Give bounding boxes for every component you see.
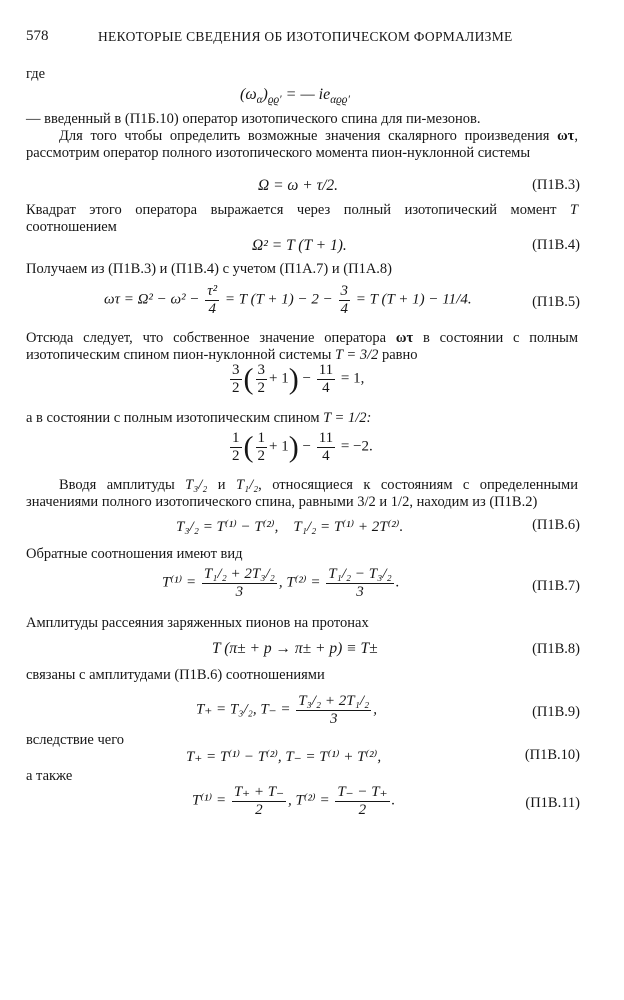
equation-label-5: (П1В.5) — [532, 294, 580, 310]
equation-t-plus-minus: T₊ = T⁽¹⁾ − T⁽²⁾, T₋ = T⁽¹⁾ + T⁽²⁾, — [186, 749, 382, 765]
paragraph-scalar-product: Для того чтобы определить возможные значения скалярного произведения ωτ, рассмотрим оператор полного изотопического момента пион-нуклонной системы — [26, 128, 578, 161]
equation-eigen-1-2: $\frac{1}{2}$ ( $\frac{1}{2}$ + 1) − $\frac{11}{4}$ = −2. — [232, 430, 373, 464]
equation-omega-total: Ω = ω + τ/2. — [258, 177, 339, 194]
equation-label-11: (П1В.11) — [525, 795, 580, 811]
where-label: где — [26, 66, 46, 82]
equation-charged-amplitudes: T₊ = T₃/₂, T₋ = $\frac{\text{T₃/₂ + 2T₁/₂}}{3}$ , — [196, 693, 377, 727]
equation-label-7: (П1В.7) — [532, 578, 580, 594]
paragraph-amplitudes: Вводя амплитуды T₃/₂ и T₁/₂, относящиеся к состояниям с определенными значениями полного изотопического спина, равными 3/2 и 1/2, находим из (П1В.2) — [26, 477, 578, 510]
equation-omega-tau: ωτ = Ω² − ω² − $\frac{\text{τ²}}{4}$ = T (T + 1) − 2 − $\frac{3}{4}$ = T (T + 1) − 11/4. — [104, 283, 472, 317]
equation-label-3: (П1В.3) — [532, 177, 580, 193]
equation-label-9: (П1В.9) — [532, 704, 580, 720]
paragraph-eigenvalue: Отсюда следует, что собственное значение оператора ωτ в состоянии с полным изотопическим спином пион-нуклонной системы T = 3/2 равно — [26, 330, 579, 363]
equation-label-8: (П1В.8) — [532, 641, 580, 657]
equation-inverse-relations: T⁽¹⁾ = $\frac{\text{T₁/₂ + 2T₃/₂}}{3}$ , T⁽²⁾ = $\frac{\text{T₁/₂ − T₃/₂}}{3}$ . — [162, 566, 400, 600]
paragraph-obtain: Получаем из (П1В.3) и (П1В.4) с учетом (П1А.7) и (П1А.8) — [26, 261, 392, 277]
paragraph-related: связаны с амплитудами (П1В.6) соотношениями — [26, 667, 325, 683]
paragraph-pion-isospin: — введенный в (П1Б.10) оператор изотопического спина для пи-мезонов. — [26, 111, 481, 127]
paragraph-scattering-amplitudes: Амплитуды рассеяния заряженных пионов на протонах — [26, 615, 369, 631]
paragraph-consequently: вследствие чего — [26, 732, 125, 748]
equation-omega-squared: Ω² = T (T + 1). — [252, 237, 347, 254]
equation-label-6: (П1В.6) — [532, 517, 580, 533]
equation-inverse-charged: T⁽¹⁾ = $\frac{T_+ + T_-}{2}$ , T⁽²⁾ = $\frac{T_- - T_+}{2}$ . — [192, 784, 396, 818]
page-number: 578 — [26, 28, 49, 44]
paragraph-square-operator: Квадрат этого оператора выражается через полный изотопический момент T соотношением — [26, 202, 578, 235]
equation-t-amplitudes: T₃/₂ = T⁽¹⁾ − T⁽²⁾, T₁/₂ = T⁽¹⁾ + 2T⁽²⁾. — [176, 519, 404, 535]
equation-scattering: T (π± + p → π± + p) ≡ T± — [212, 640, 378, 657]
equation-label-10: (П1В.10) — [524, 747, 580, 763]
equation-label-4: (П1В.4) — [532, 237, 580, 253]
equation-omega-alpha: $(\omega_\alpha)_{ϱϱ'}$ = — $ie_{\alpha ϱϱ'}$ — [240, 86, 350, 107]
paragraph-inverse-relations: Обратные соотношения имеют вид — [26, 546, 243, 562]
paragraph-state-1-2: а в состоянии с полным изотопическим спином T = 1/2: — [26, 410, 372, 426]
paragraph-also: а также — [26, 768, 73, 784]
equation-eigen-3-2: $\frac{3}{2}$ ( $\frac{3}{2}$ + 1) − $\frac{11}{4}$ = 1, — [232, 362, 365, 396]
running-title: НЕКОТОРЫЕ СВЕДЕНИЯ ОБ ИЗОТОПИЧЕСКОМ ФОРМАЛИЗМЕ — [98, 29, 513, 44]
